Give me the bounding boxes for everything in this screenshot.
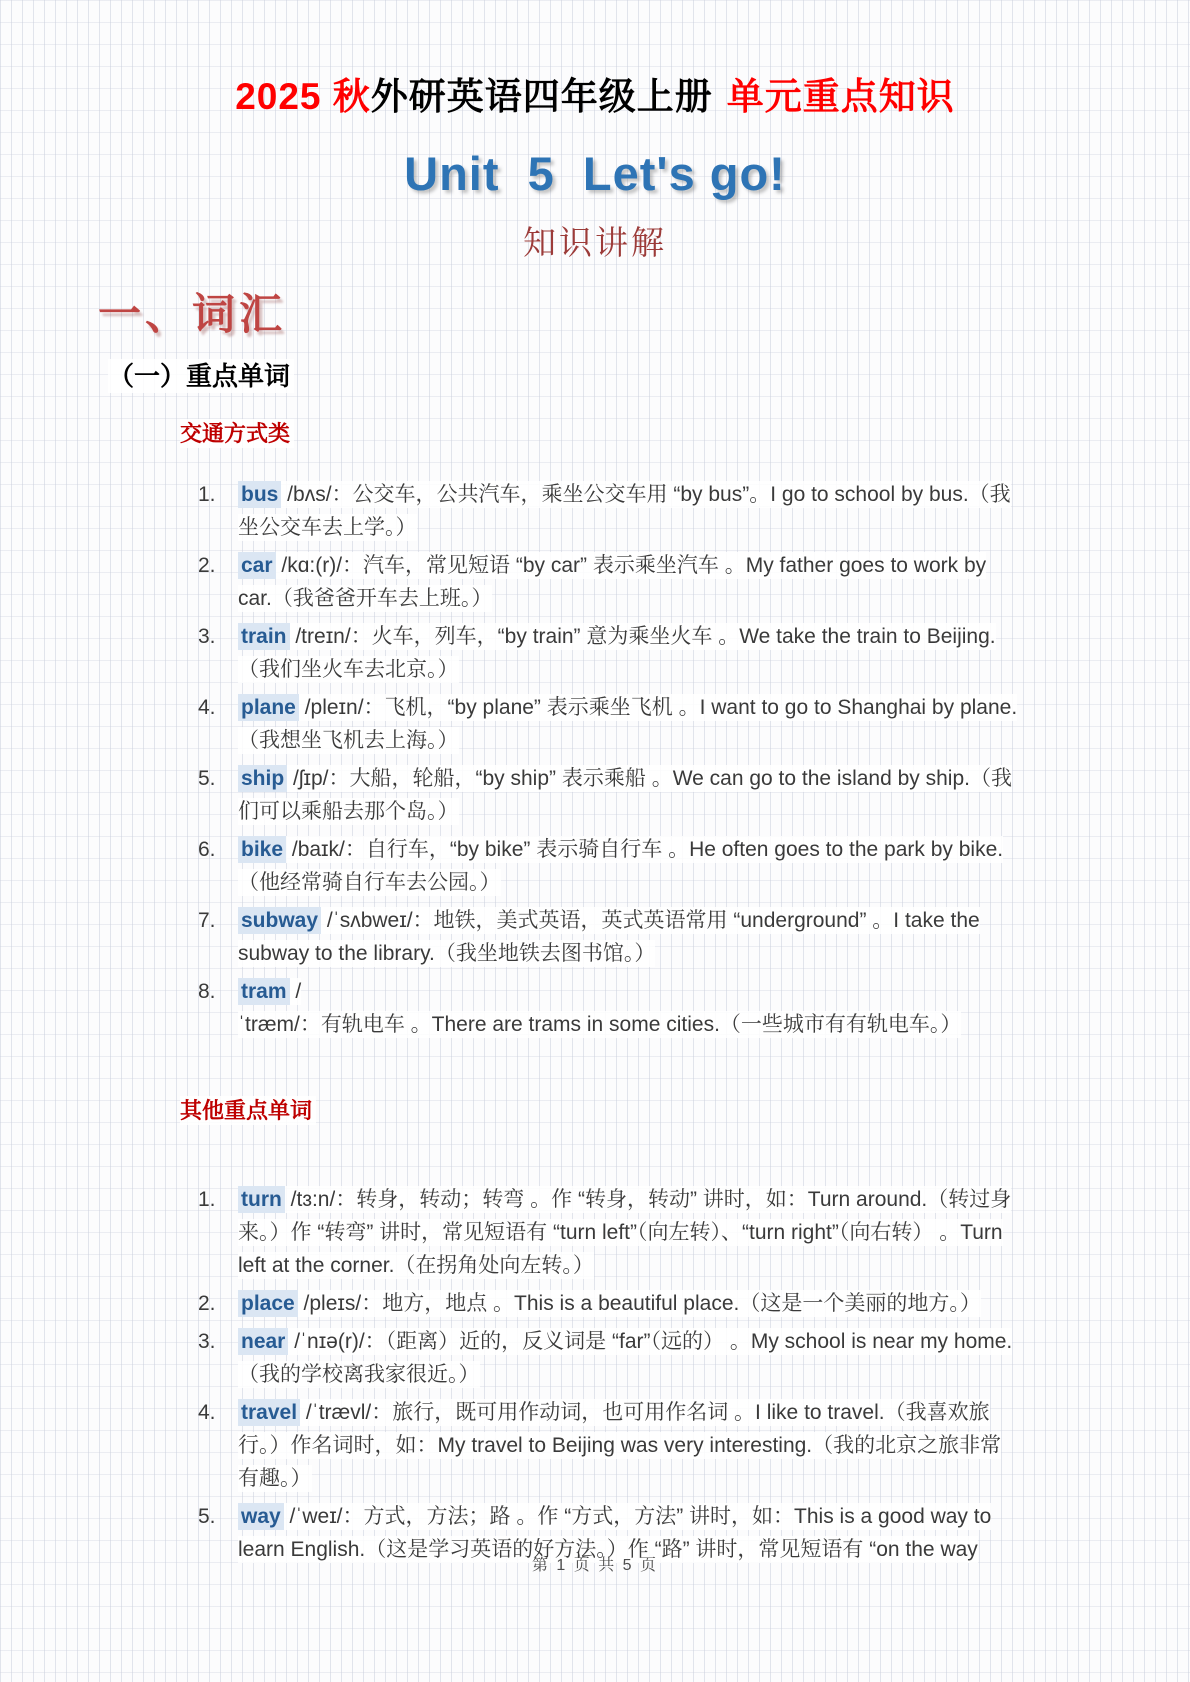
item-number: 1. bbox=[198, 1188, 216, 1211]
vocab-definition: ：（距离）近的，反义词是 “far”（远的） 。My school is near my home.（我的学校离我家很近。） bbox=[238, 1330, 1013, 1386]
subsection-title-key-words bbox=[108, 360, 1190, 392]
transport-word-list bbox=[0, 478, 1018, 1041]
item-number: 1. bbox=[198, 483, 216, 506]
document-title-year: 2025 秋 bbox=[235, 76, 371, 117]
vocab-definition: ：方式，方法；路 。作 “方式，方法” 讲时，如：This is a good way to learn English.（这是学习英语的好方法。）作 “路” 讲时，常见短语有 “on the way bbox=[238, 1505, 992, 1561]
vocab-word: near bbox=[238, 1328, 288, 1355]
item-number: 4. bbox=[198, 1401, 216, 1424]
item-number: 7. bbox=[198, 909, 216, 932]
vocab-word: bus bbox=[238, 481, 281, 508]
vocab-phonetic: /treɪn/ bbox=[289, 625, 351, 648]
vocab-definition: ：地方，地点 。This is a beautiful place.（这是一个美丽的地方。） bbox=[361, 1292, 981, 1315]
group-heading-transport-text: 交通方式类 bbox=[180, 419, 294, 448]
vocab-word: tram bbox=[238, 978, 290, 1005]
page-number-footer: 第 1 页 共 5 页 bbox=[531, 1557, 659, 1574]
vocab-phonetic: /ˈsʌbweɪ/ bbox=[321, 909, 413, 932]
group-heading-other-words bbox=[180, 1097, 1190, 1125]
section-title-vocabulary: 一、词汇 bbox=[98, 291, 286, 339]
vocab-item bbox=[198, 904, 1018, 970]
vocab-definition: ：公交车，公共汽车，乘坐公交车用 “by bus”。I go to school by bus.（我坐公交车去上学。） bbox=[238, 483, 1011, 539]
vocab-phonetic: /ʃɪp/ bbox=[287, 767, 329, 790]
item-number: 4. bbox=[198, 696, 216, 719]
vocab-item bbox=[198, 478, 1018, 544]
vocab-definition: ：有轨电车 。There are trams in some cities.（一些城市有有轨电车。） bbox=[299, 1013, 962, 1036]
document-title-topic: 单元重点知识 bbox=[726, 76, 955, 117]
item-number: 3. bbox=[198, 625, 216, 648]
item-number: 2. bbox=[198, 554, 216, 577]
vocab-word: train bbox=[238, 623, 290, 650]
vocab-phonetic: /baɪk/ bbox=[286, 838, 345, 861]
vocab-word: way bbox=[238, 1503, 284, 1530]
vocab-definition: ：飞机，“by plane” 表示乘坐飞机 。I want to go to Shanghai by plane.（我想坐飞机去上海。） bbox=[238, 696, 1018, 752]
vocab-phonetic: /ˈweɪ/ bbox=[283, 1505, 343, 1528]
vocab-item bbox=[198, 975, 1018, 1041]
vocab-item bbox=[198, 620, 1018, 686]
item-number: 3. bbox=[198, 1330, 216, 1353]
item-number: 2. bbox=[198, 1292, 216, 1315]
vocab-word: travel bbox=[238, 1399, 300, 1426]
vocab-phonetic: /bʌs/ bbox=[281, 483, 332, 506]
vocab-item bbox=[198, 1287, 1018, 1320]
knowledge-subtitle: 知识讲解 bbox=[523, 226, 667, 262]
vocab-phonetic: /pleɪn/ bbox=[298, 696, 364, 719]
vocab-item bbox=[198, 549, 1018, 615]
item-number: 5. bbox=[198, 767, 216, 790]
vocab-item bbox=[198, 762, 1018, 828]
vocab-item bbox=[198, 691, 1018, 757]
vocab-word: turn bbox=[238, 1186, 285, 1213]
vocab-definition: ：大船，轮船，“by ship” 表示乘船 。We can go to the island by ship.（我们可以乘船去那个岛。） bbox=[238, 767, 1012, 823]
vocab-item bbox=[198, 1325, 1018, 1391]
vocab-word: bike bbox=[238, 836, 286, 863]
vocab-definition: ：地铁，美式英语，英式英语常用 “underground” 。I take the subway to the library.（我坐地铁去图书馆。） bbox=[238, 909, 980, 965]
vocab-definition: ：火车，列车，“by train” 意为乘坐火车 。We take the train to Beijing.（我们坐火车去北京。） bbox=[238, 625, 996, 681]
item-number: 5. bbox=[198, 1505, 216, 1528]
vocab-word: plane bbox=[238, 694, 299, 721]
vocab-definition: ：自行车，“by bike” 表示骑自行车 。He often goes to the park by bike.（他经常骑自行车去公园。） bbox=[238, 838, 1004, 894]
vocab-phonetic: /ˈtrævl/ bbox=[300, 1401, 372, 1424]
vocab-phonetic: /ˈnɪə(r)/ bbox=[288, 1330, 365, 1353]
unit-title: Unit 5 Let's go! bbox=[404, 147, 786, 200]
vocab-definition: ：转身，转动；转弯 。作 “转身，转动” 讲时，如：Turn around.（转过身来。）作 “转弯” 讲时，常见短语有 “turn left”（向左转）、“turn right”（向右转） 。Turn left at the corner.（在拐角处向左转。） bbox=[238, 1188, 1012, 1277]
item-number: 6. bbox=[198, 838, 216, 861]
group-heading-transport bbox=[180, 420, 1190, 448]
vocab-phonetic: /kɑ:(r)/ bbox=[275, 554, 343, 577]
vocab-definition: ：汽车，常见短语 “by car” 表示乘坐汽车 。My father goes to work by car.（我爸爸开车去上班。） bbox=[238, 554, 987, 610]
vocab-phonetic: /pleɪs/ bbox=[297, 1292, 362, 1315]
vocab-item bbox=[198, 1183, 1018, 1282]
vocab-word: subway bbox=[238, 907, 321, 934]
vocab-phonetic: /tɜ:n/ bbox=[284, 1188, 336, 1211]
item-number: 8. bbox=[198, 980, 216, 1003]
group-heading-other-words-text: 其他重点单词 bbox=[180, 1096, 316, 1125]
vocab-item bbox=[198, 833, 1018, 899]
vocab-word: car bbox=[238, 552, 276, 579]
vocab-word: ship bbox=[238, 765, 287, 792]
vocab-item bbox=[198, 1396, 1018, 1495]
other-word-list bbox=[0, 1183, 1018, 1566]
vocab-word: place bbox=[238, 1290, 298, 1317]
vocab-definition: ：旅行，既可用作动词，也可用作名词 。I like to travel.（我喜欢旅行。）作名词时，如：My travel to Beijing was very interesting.（我的北京之旅非常有趣。） bbox=[238, 1401, 1002, 1490]
subsection-title-text: （一）重点单词 bbox=[108, 359, 294, 393]
document-title-book: 外研英语四年级上册 bbox=[370, 76, 713, 117]
vocab-phonetic: /ˈtræm/ bbox=[238, 980, 302, 1036]
document-title bbox=[0, 0, 1190, 120]
